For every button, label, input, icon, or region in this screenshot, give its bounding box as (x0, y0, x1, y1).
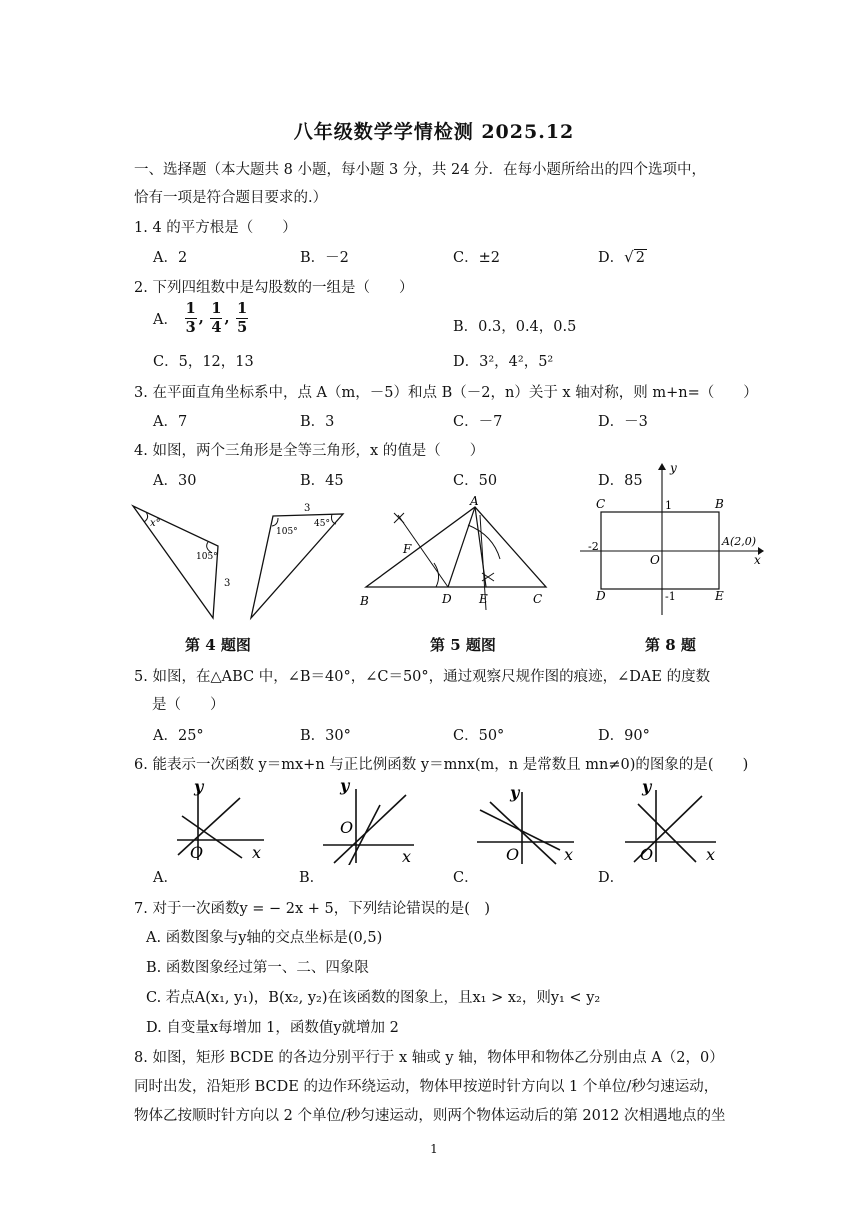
q5-option-a: A．25° (153, 728, 204, 744)
fig8-tick-neg1: -1 (665, 590, 676, 603)
q1-stem: 1. 4 的平方根是（ ） (134, 220, 297, 236)
q7-option-a: A. 函数图象与y轴的交点坐标是(0,5) (146, 930, 383, 946)
fig8-label-a: A(2,0) (722, 535, 757, 548)
axis-x-label: x (402, 847, 412, 865)
page-title: 八年级数学学情检测 2025.12 (293, 121, 575, 143)
fig8-label-e: E (715, 589, 724, 603)
q3-option-b: B．3 (300, 414, 335, 430)
q2-option-b: B．0.3，0.4，0.5 (453, 319, 577, 335)
q6-stem: 6. 能表示一次函数 y＝mx+n 与正比例函数 y＝mnx(m，n 是常数且 mn≠0)的图象的是( ) (134, 757, 749, 773)
q2-option-a: A． $\frac{1}{3}$ , $\frac{1}{4}$ , $\frac{1}{5}$ (153, 300, 248, 336)
q8-line1: 8. 如图，矩形 BCDE 的各边分别平行于 x 轴或 y 轴，物体甲和物体乙分别由点 A（2，0） (134, 1050, 724, 1066)
q1-option-b: B．－2 (300, 250, 349, 266)
q6-option-a-label: A． (153, 870, 178, 886)
fraction: $\frac{1}{4}$ (211, 300, 222, 336)
q4-option-c: C．50 (453, 473, 498, 489)
q6-option-c-label: C． (453, 870, 479, 886)
fig5-label-c: C (533, 592, 543, 606)
origin-label: O (506, 845, 520, 864)
q5-stem-line2: 是（ ） (152, 697, 225, 713)
q6-option-d-label: D． (598, 870, 625, 886)
section-intro-line1: 一、选择题（本大题共 8 小题，每小题 3 分，共 24 分．在每小题所给出的四个选项中， (134, 162, 707, 178)
fig4-x-label: x° (150, 518, 161, 529)
q6-graph-a (172, 780, 272, 865)
axis-x-label: x (252, 843, 262, 862)
q6-graph-d (620, 778, 720, 864)
fig5-label-a: A (470, 495, 479, 508)
fig4-side-3-left: 3 (224, 578, 231, 589)
q7-option-b: B. 函数图象经过第一、二、四象限 (146, 960, 369, 976)
q4-stem: 4. 如图，两个三角形是全等三角形，x 的值是（ ） (134, 443, 485, 459)
q2-option-d: D．3²，4²，5² (453, 354, 554, 370)
fig4-angle-105-right: 105° (276, 527, 298, 537)
q8-line3: 物体乙按顺时针方向以 2 个单位/秒匀速运动，则两个物体运动后的第 2012 次相遇地点的坐 (134, 1108, 726, 1124)
fig4-angle-45: 45° (314, 519, 330, 529)
fig8-tick-neg2: -2 (588, 540, 599, 553)
fig5-label-e: E (479, 592, 488, 606)
q7-stem: 7. 对于一次函数y = − 2x + 5，下列结论错误的是( ) (134, 901, 491, 917)
q1-option-a: A．2 (153, 250, 188, 266)
axis-y-label: y (194, 780, 204, 796)
q4-option-a: A．30 (153, 473, 197, 489)
fig5-label-f: F (403, 542, 412, 556)
q2-stem: 2. 下列四组数中是勾股数的一组是（ ） (134, 280, 414, 296)
fig8-axis-y: y (670, 461, 677, 475)
fig8-label-o: O (650, 553, 660, 567)
fig4-side-3-right: 3 (304, 503, 311, 514)
fraction: $\frac{1}{5}$ (237, 300, 248, 336)
fig4-angle-105-left: 105° (196, 552, 218, 562)
page-number: 1 (430, 1142, 438, 1156)
axis-x-label: x (564, 845, 574, 864)
q3-option-c: C．－7 (453, 414, 503, 430)
q3-option-a: A．7 (153, 414, 188, 430)
figure-4-congruent-triangles (128, 498, 353, 623)
q1-option-c: C．±2 (453, 250, 500, 266)
fig8-axis-x: x (754, 553, 761, 567)
section-intro-line2: 恰有一项是符合题目要求的.） (134, 190, 328, 206)
q3-stem: 3. 在平面直角坐标系中，点 A（m，－5）和点 B（－2，n）关于 x 轴对称，则 m+n=（ ） (134, 385, 758, 401)
q2-option-c: C．5，12，13 (153, 354, 254, 370)
q1-option-d: D．√ 2 (598, 248, 645, 266)
fig8-label-b: B (715, 497, 724, 511)
q6-graph-b (318, 775, 418, 865)
fig8-label-c: C (596, 497, 606, 511)
q5-option-d: D．90° (598, 728, 650, 744)
fig5-label-d: D (442, 592, 452, 606)
q4-option-d: D．85 (598, 473, 643, 489)
origin-label: O (340, 818, 354, 837)
q5-option-b: B．30° (300, 728, 351, 744)
fig5-label-b: B (360, 594, 369, 608)
fig8-label-d: D (596, 589, 606, 603)
origin-label: O (190, 843, 204, 862)
fraction: $\frac{1}{3}$ (185, 300, 196, 336)
axis-y-label: y (340, 776, 350, 795)
q4-option-b: B．45 (300, 473, 344, 489)
fig8-tick-1: 1 (665, 499, 672, 512)
figure-8-rectangle-axes (578, 460, 768, 620)
fig4-caption: 第 4 题图 (185, 636, 251, 654)
q6-graph-c (472, 780, 582, 865)
q8-line2: 同时出发，沿矩形 BCDE 的边作环绕运动，物体甲按逆时针方向以 1 个单位/秒匀速运动， (134, 1079, 719, 1095)
q7-option-c: C. 若点A(x₁, y₁)，B(x₂, y₂)在该函数的图象上，且x₁ > x₂，则y₁ < y₂ (146, 990, 601, 1006)
axis-x-label: x (706, 845, 716, 864)
fig5-caption: 第 5 题图 (430, 636, 496, 654)
axis-y-label: y (510, 783, 520, 802)
fig8-caption: 第 8 题 (645, 636, 696, 654)
q6-option-b-label: B． (299, 870, 325, 886)
q7-option-d: D. 自变量x每增加 1，函数值y就增加 2 (146, 1020, 399, 1036)
axis-y-label: y (642, 778, 652, 796)
origin-label: O (640, 845, 654, 864)
q3-option-d: D．－3 (598, 414, 648, 430)
q5-option-c: C．50° (453, 728, 505, 744)
q5-stem-line1: 5. 如图，在△ABC 中，∠B＝40°，∠C＝50°，通过观察尺规作图的痕迹，∠DAE 的度数 (134, 669, 711, 685)
figure-5-construction (358, 495, 558, 613)
